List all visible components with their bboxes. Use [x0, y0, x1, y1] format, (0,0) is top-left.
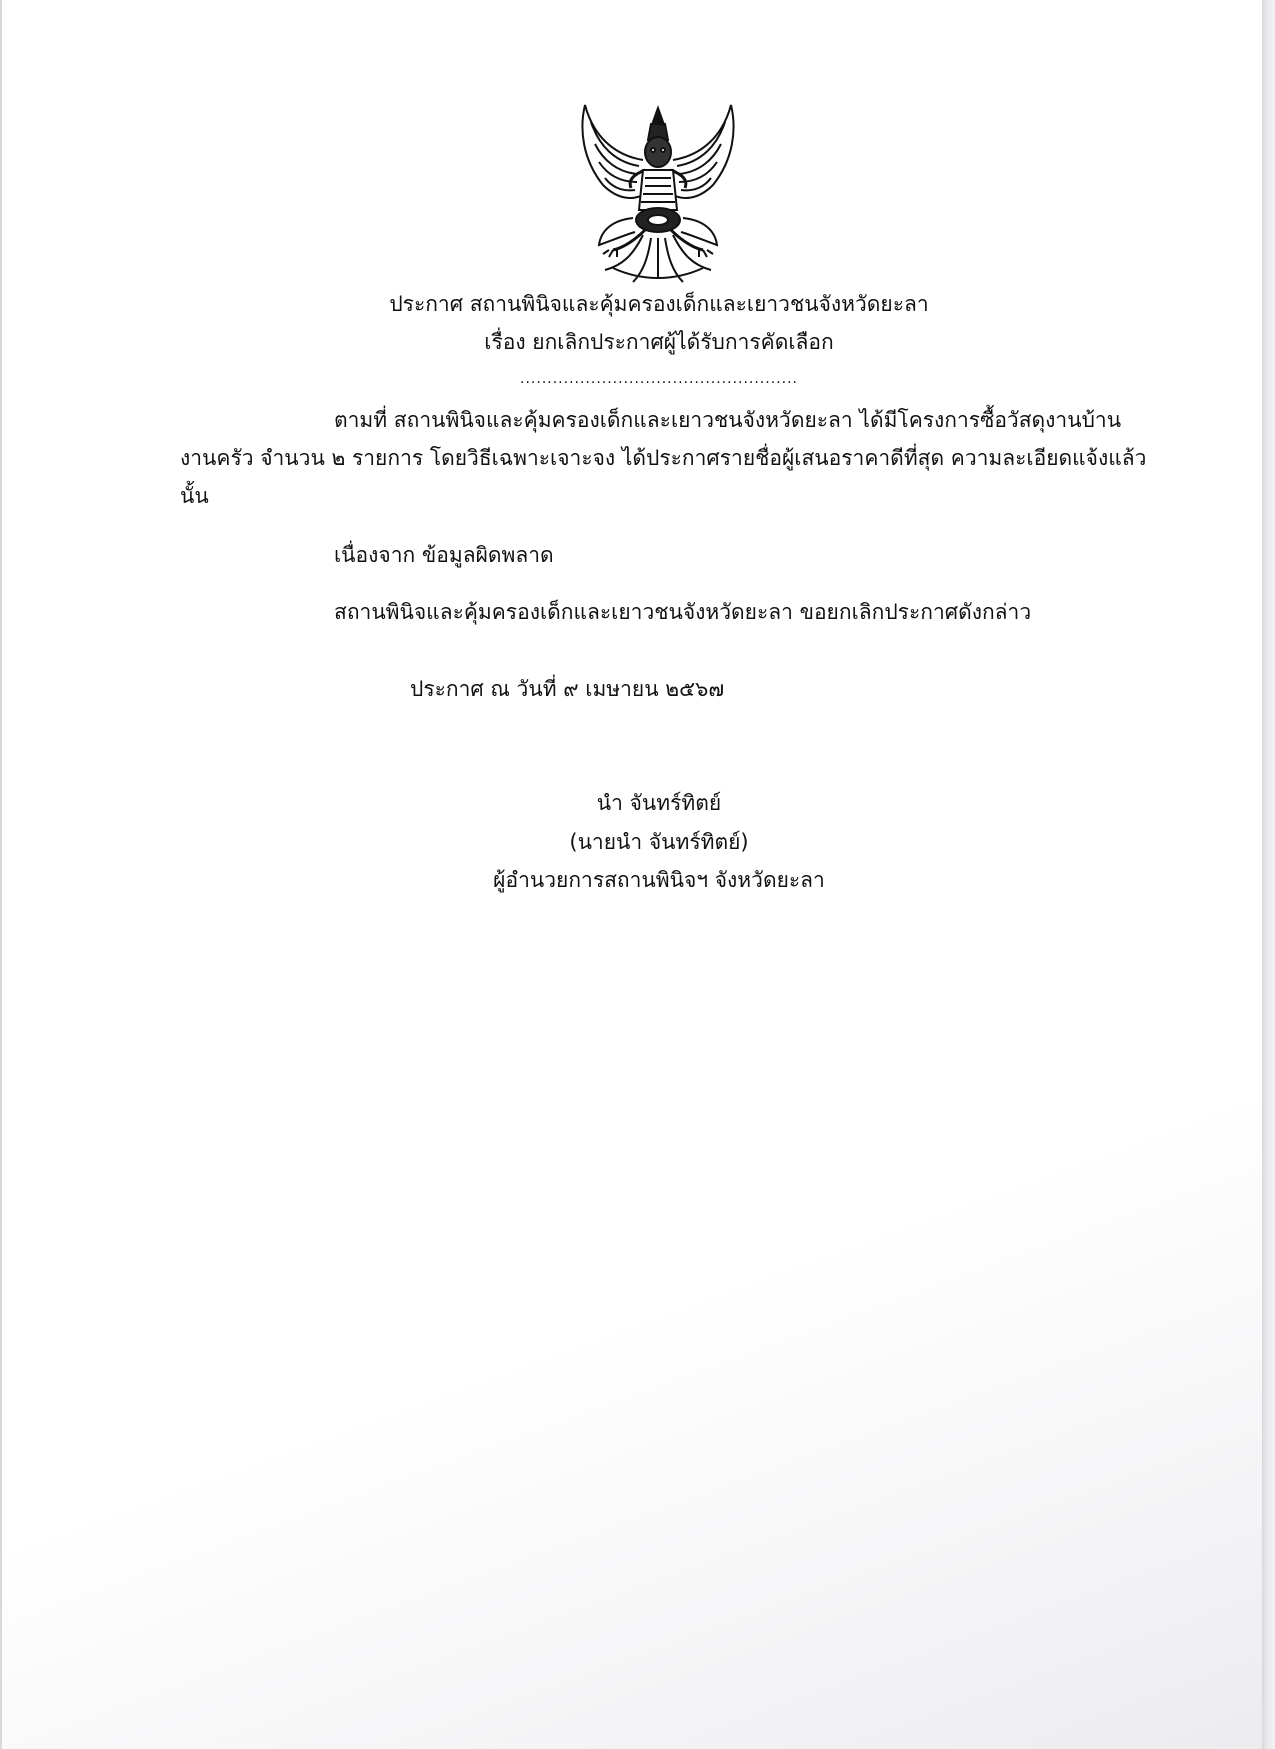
- paragraph-2: เนื่องจาก ข้อมูลผิดพลาด: [334, 543, 554, 567]
- announcement-title: ประกาศ สถานพินิจและคุ้มครองเด็กและเยาวชนจังหวัดยะลา: [389, 292, 929, 316]
- separator-dots: ...................................................: [520, 371, 798, 387]
- paragraph-1-line-1: ตามที่ สถานพินิจและคุ้มครองเด็กและเยาวชนจังหวัดยะลา ได้มีโครงการซื้อวัสดุงานบ้าน: [334, 408, 1122, 432]
- paragraph-1-line-3: นั้น: [180, 484, 209, 508]
- page-right-edge: [1262, 0, 1275, 1749]
- signature-position: ผู้อำนวยการสถานพินิจฯ จังหวัดยะลา: [493, 868, 825, 892]
- announcement-date: ประกาศ ณ วันที่ ๙ เมษายน ๒๕๖๗: [410, 677, 725, 701]
- paragraph-3: สถานพินิจและคุ้มครองเด็กและเยาวชนจังหวัดยะลา ขอยกเลิกประกาศดังกล่าว: [334, 600, 1032, 624]
- signature-full-name: (นายนำ จันทร์ทิตย์): [569, 830, 749, 854]
- garuda-emblem-icon: [573, 100, 743, 285]
- signature-signed-name: นำ จันทร์ทิตย์: [596, 791, 722, 815]
- announcement-subject: เรื่อง ยกเลิกประกาศผู้ได้รับการคัดเลือก: [484, 330, 834, 354]
- paragraph-1-line-2: งานครัว จำนวน ๒ รายการ โดยวิธีเฉพาะเจาะจง ได้ประกาศรายชื่อผู้เสนอราคาดีที่สุด ความละเอียดแจ้งแล้ว: [180, 446, 1147, 470]
